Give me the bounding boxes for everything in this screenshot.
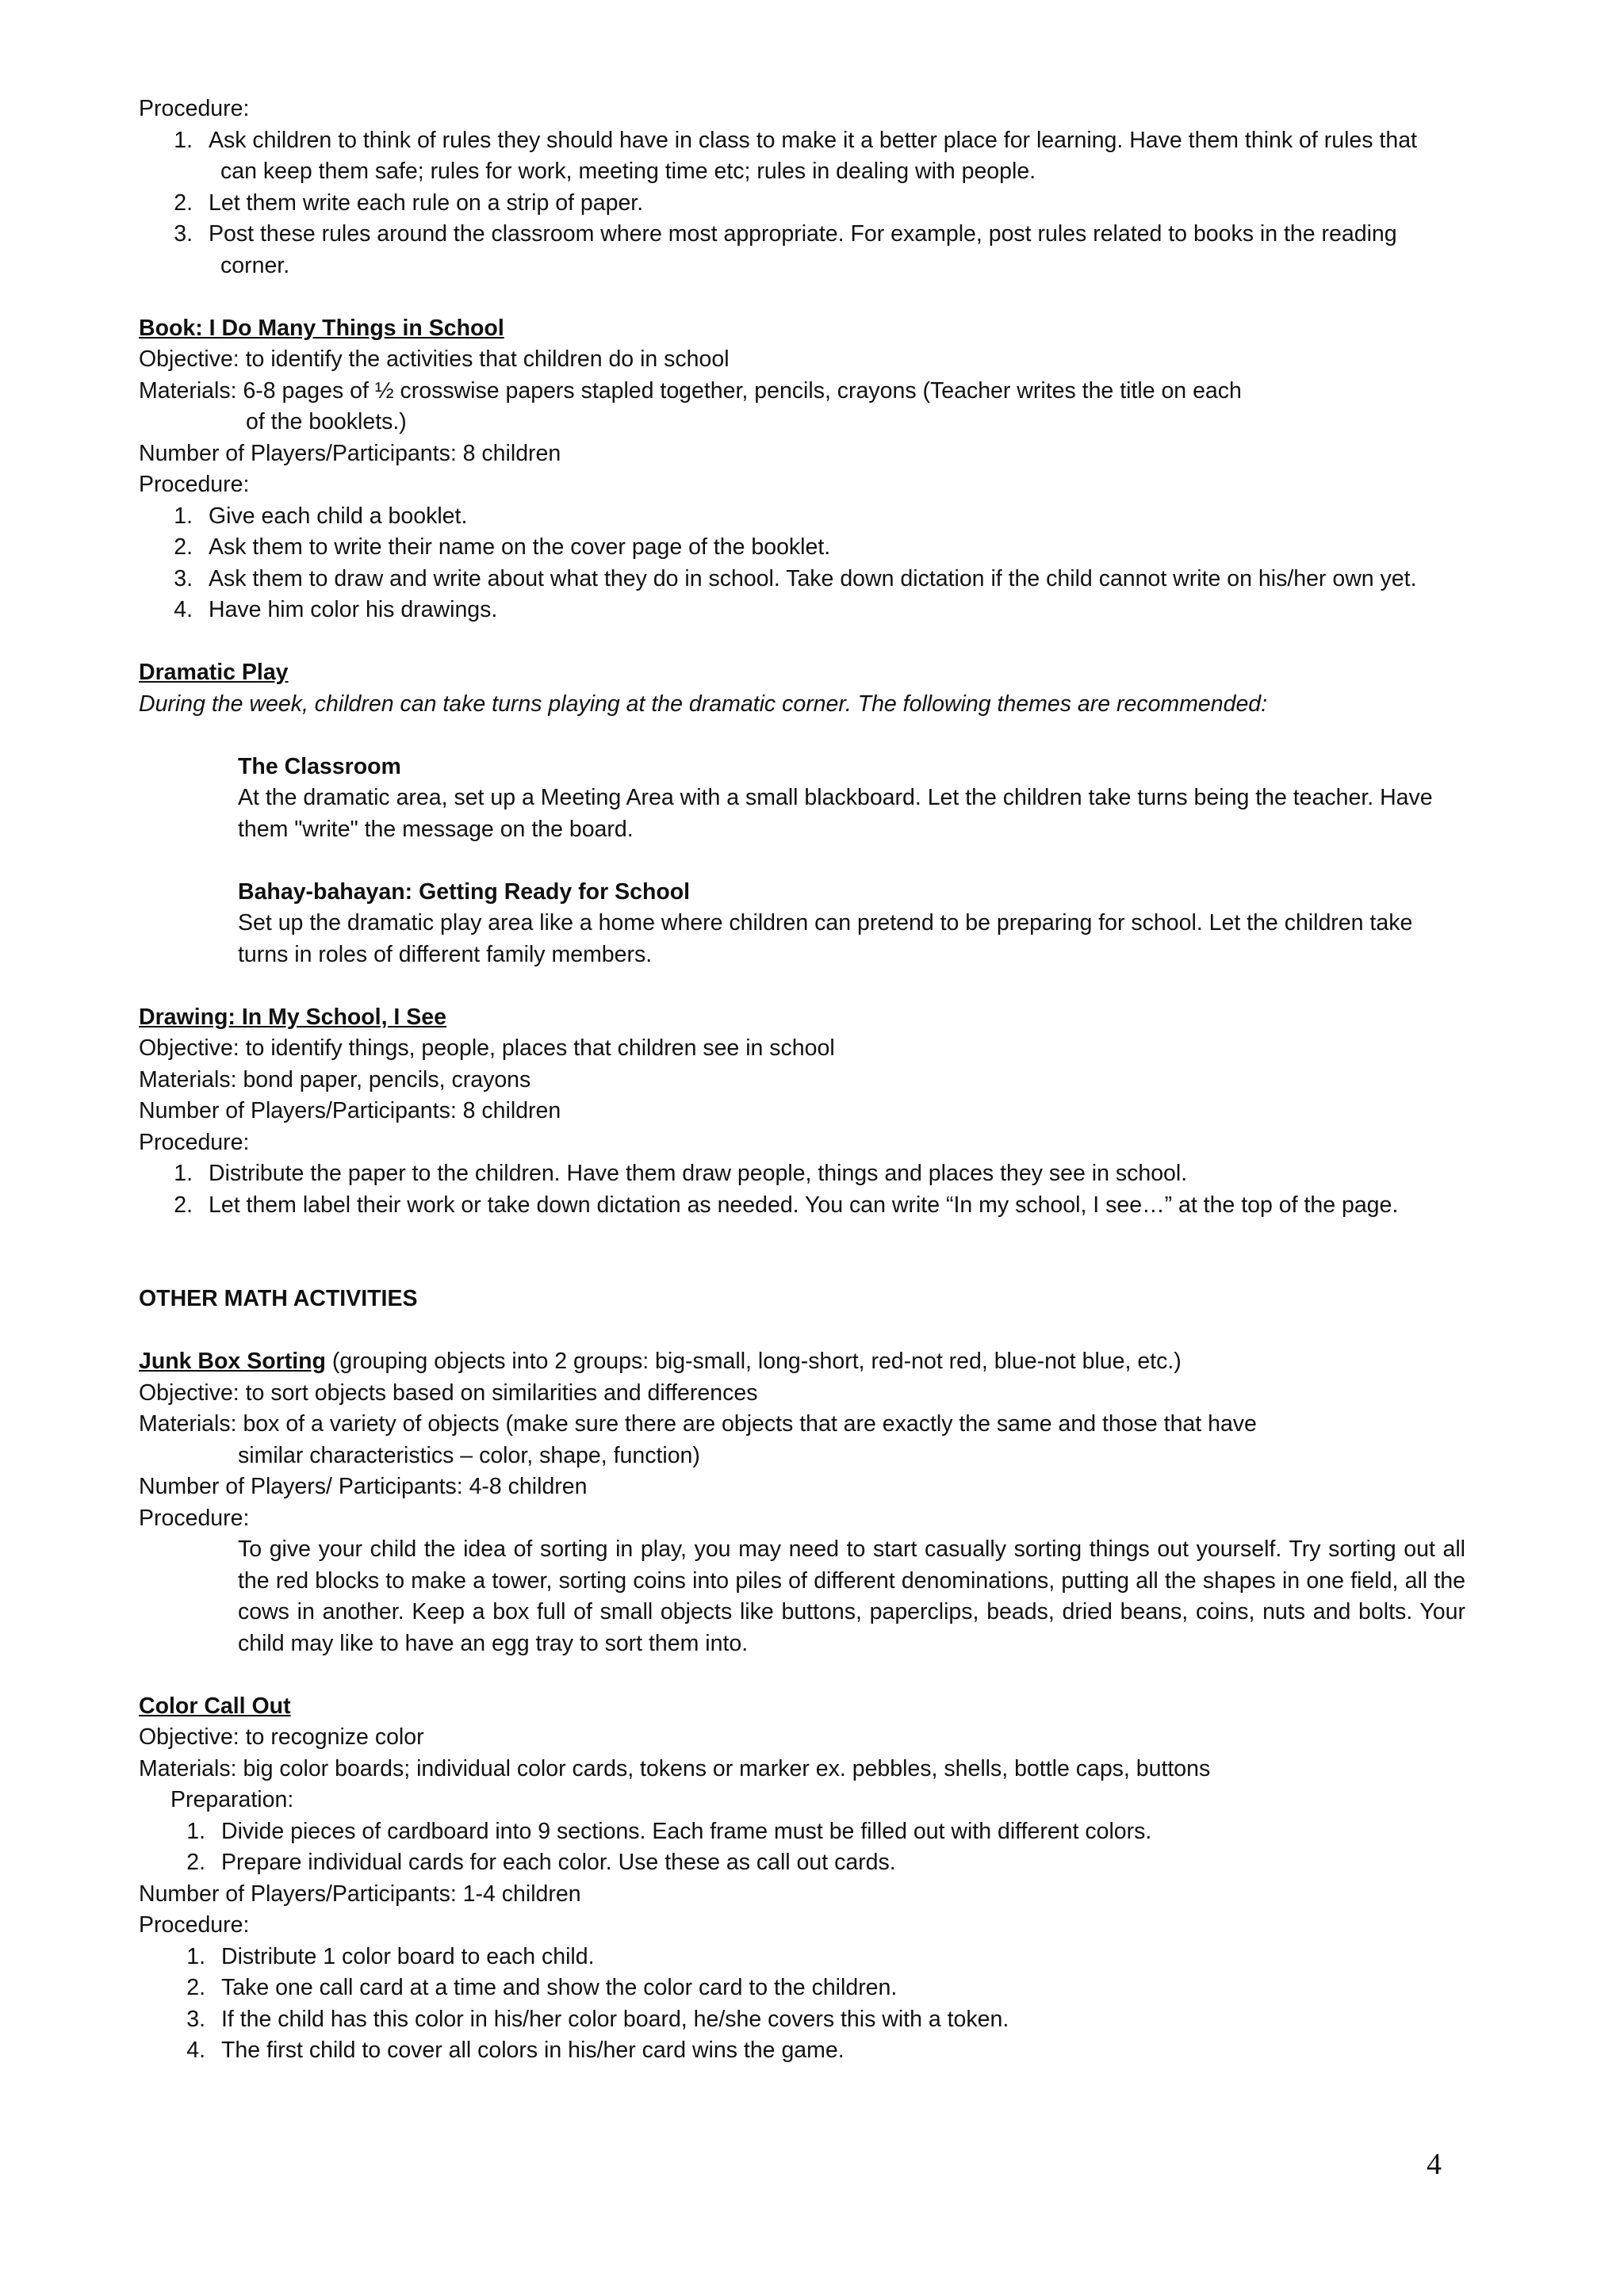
list-number: 3. bbox=[186, 2006, 205, 2032]
section-title-drawing: Drawing: In My School, I See bbox=[139, 1004, 446, 1030]
materials-text-continuation: similar characteristics – color, shape, function) bbox=[238, 1442, 700, 1468]
list-number: 4. bbox=[186, 2038, 205, 2063]
list-item bbox=[139, 595, 1465, 626]
objective-text: Objective: to identify the activities that children do in school bbox=[139, 346, 730, 372]
list-number: 2. bbox=[186, 1850, 205, 1875]
list-number: 2. bbox=[174, 534, 193, 560]
list-item bbox=[139, 1816, 1465, 1848]
theme-text: At the dramatic area, set up a Meeting Area with a small blackboard. Let the children take turns being the teacher. Have bbox=[238, 785, 1433, 810]
procedure-label: Procedure: bbox=[139, 96, 250, 121]
preparation-list bbox=[139, 1816, 1465, 1879]
materials-text: Materials: box of a variety of objects (make sure there are objects that are exactly the same and those that have bbox=[139, 1411, 1257, 1437]
junk-box-paragraph: To give your child the idea of sorting in play, you may need to start casually sorting things out yourself. Try sorting out all the red blocks to make a tower, sorting coins into piles of different denominations, putting all the shapes in one field, all the cows in another. Keep a box full of small objects like buttons, paperclips, beads, dried beans, coins, nuts and bolts. Your child may like to have an egg tray to sort them into. bbox=[238, 1536, 1465, 1656]
players-text: Number of Players/Participants: 8 children bbox=[139, 440, 561, 466]
list-item bbox=[139, 1942, 1465, 1973]
procedure-label: Procedure: bbox=[139, 1505, 250, 1531]
theme-block bbox=[139, 877, 1465, 971]
junk-box-title-note: (grouping objects into 2 groups: big-small, long-short, red-not red, blue-not blue, etc.) bbox=[325, 1349, 1182, 1374]
list-item bbox=[139, 2035, 1465, 2067]
list-text: Divide pieces of cardboard into 9 sections. Each frame must be filled out with different colors. bbox=[221, 1818, 1152, 1844]
list-text: Take one call card at a time and show the color card to the children. bbox=[221, 1975, 898, 2000]
section-title-book: Book: I Do Many Things in School bbox=[139, 315, 504, 341]
list-item bbox=[139, 1973, 1465, 2004]
list-text: Distribute 1 color board to each child. bbox=[221, 1943, 595, 1969]
rules-procedure-list bbox=[139, 125, 1465, 282]
procedure-label: Procedure: bbox=[139, 472, 250, 497]
list-number: 1. bbox=[186, 1818, 205, 1844]
list-number: 4. bbox=[174, 597, 193, 622]
players-text: Number of Players/ Participants: 4-8 children bbox=[139, 1474, 588, 1499]
list-text: Let them write each rule on a strip of paper. bbox=[209, 189, 644, 216]
objective-text: Objective: to recognize color bbox=[139, 1724, 424, 1750]
theme-block bbox=[139, 752, 1465, 846]
list-text: Ask them to draw and write about what they do in school. Take down dictation if the child cannot write on his/her own yet. bbox=[209, 565, 1417, 591]
theme-text: them "write" the message on the board. bbox=[238, 816, 634, 842]
materials-text: Materials: bond paper, pencils, crayons bbox=[139, 1066, 531, 1093]
color-procedure-list bbox=[139, 1942, 1465, 2067]
list-text: Prepare individual cards for each color. Use these as call out cards. bbox=[221, 1850, 896, 1875]
preparation-label: Preparation: bbox=[170, 1787, 294, 1812]
list-number: 2. bbox=[186, 1975, 205, 2000]
theme-text: Set up the dramatic play area like a home where children can pretend to be preparing for school. Let the children take bbox=[238, 910, 1413, 936]
page-number: 4 bbox=[1427, 2148, 1442, 2181]
list-item bbox=[139, 1158, 1465, 1190]
list-number: 1. bbox=[174, 127, 193, 153]
list-item bbox=[139, 501, 1465, 533]
materials-text-continuation: of the booklets.) bbox=[246, 409, 407, 434]
section-title-junk-box: Junk Box Sorting bbox=[139, 1349, 326, 1374]
list-number: 2. bbox=[174, 189, 193, 216]
list-item bbox=[139, 564, 1465, 595]
list-text: Give each child a booklet. bbox=[209, 503, 468, 529]
procedure-label: Procedure: bbox=[139, 1129, 250, 1155]
list-item bbox=[139, 1190, 1465, 1222]
list-item bbox=[139, 125, 1465, 188]
list-number: 3. bbox=[174, 221, 193, 247]
list-number: 2. bbox=[174, 1192, 193, 1218]
list-number: 3. bbox=[174, 565, 193, 591]
list-text-continuation: corner. bbox=[220, 252, 290, 278]
list-text-continuation: can keep them safe; rules for work, meeting time etc; rules in dealing with people. bbox=[220, 159, 1036, 184]
objective-text: Objective: to sort objects based on similarities and differences bbox=[139, 1380, 758, 1406]
list-item bbox=[139, 2004, 1465, 2036]
theme-heading: The Classroom bbox=[238, 753, 401, 779]
list-text: The first child to cover all colors in his/her card wins the game. bbox=[221, 2038, 845, 2063]
drawing-procedure-list bbox=[139, 1158, 1465, 1221]
list-number: 1. bbox=[174, 503, 193, 529]
section-title-color-call-out: Color Call Out bbox=[139, 1693, 291, 1719]
list-item bbox=[139, 188, 1465, 220]
players-text: Number of Players/Participants: 1-4 children bbox=[139, 1881, 581, 1907]
list-text: Post these rules around the classroom where most appropriate. For example, post rules related to books in the reading bbox=[209, 221, 1397, 247]
list-item bbox=[139, 532, 1465, 564]
procedure-label: Procedure: bbox=[139, 1912, 250, 1938]
junk-box-title-line bbox=[139, 1346, 1465, 1378]
materials-text: Materials: big color boards; individual color cards, tokens or marker ex. pebbles, shells, bottle caps, buttons bbox=[139, 1755, 1211, 1781]
theme-heading: Bahay-bahayan: Getting Ready for School bbox=[238, 878, 691, 905]
list-text: Distribute the paper to the children. Have them draw people, things and places they see in school. bbox=[209, 1161, 1188, 1186]
list-text: Have him color his drawings. bbox=[209, 597, 498, 622]
section-title-dramatic-play: Dramatic Play bbox=[139, 660, 289, 685]
players-text: Number of Players/Participants: 8 children bbox=[139, 1098, 561, 1123]
list-text: If the child has this color in his/her color board, he/she covers this with a token. bbox=[221, 2006, 1009, 2032]
list-text: Ask them to write their name on the cover page of the booklet. bbox=[209, 534, 831, 560]
list-number: 1. bbox=[186, 1943, 205, 1969]
list-text: Ask children to think of rules they should have in class to make it a better place for learning. Have them think of rules that bbox=[209, 127, 1417, 153]
list-text: Let them label their work or take down dictation as needed. You can write “In my school, I see…” at the top of the page. bbox=[209, 1192, 1399, 1218]
list-item bbox=[139, 219, 1465, 281]
book-procedure-list bbox=[139, 501, 1465, 626]
theme-text: turns in roles of different family members. bbox=[238, 941, 653, 967]
section-heading-other-math: OTHER MATH ACTIVITIES bbox=[139, 1286, 418, 1311]
list-number: 1. bbox=[174, 1161, 193, 1186]
dramatic-intro-text: During the week, children can take turns playing at the dramatic corner. The following themes are recommended: bbox=[139, 691, 1268, 717]
objective-text: Objective: to identify things, people, places that children see in school bbox=[139, 1035, 835, 1061]
materials-text: Materials: 6-8 pages of ½ crosswise papers stapled together, pencils, crayons (Teacher writes the title on each bbox=[139, 377, 1242, 404]
list-item bbox=[139, 1847, 1465, 1879]
